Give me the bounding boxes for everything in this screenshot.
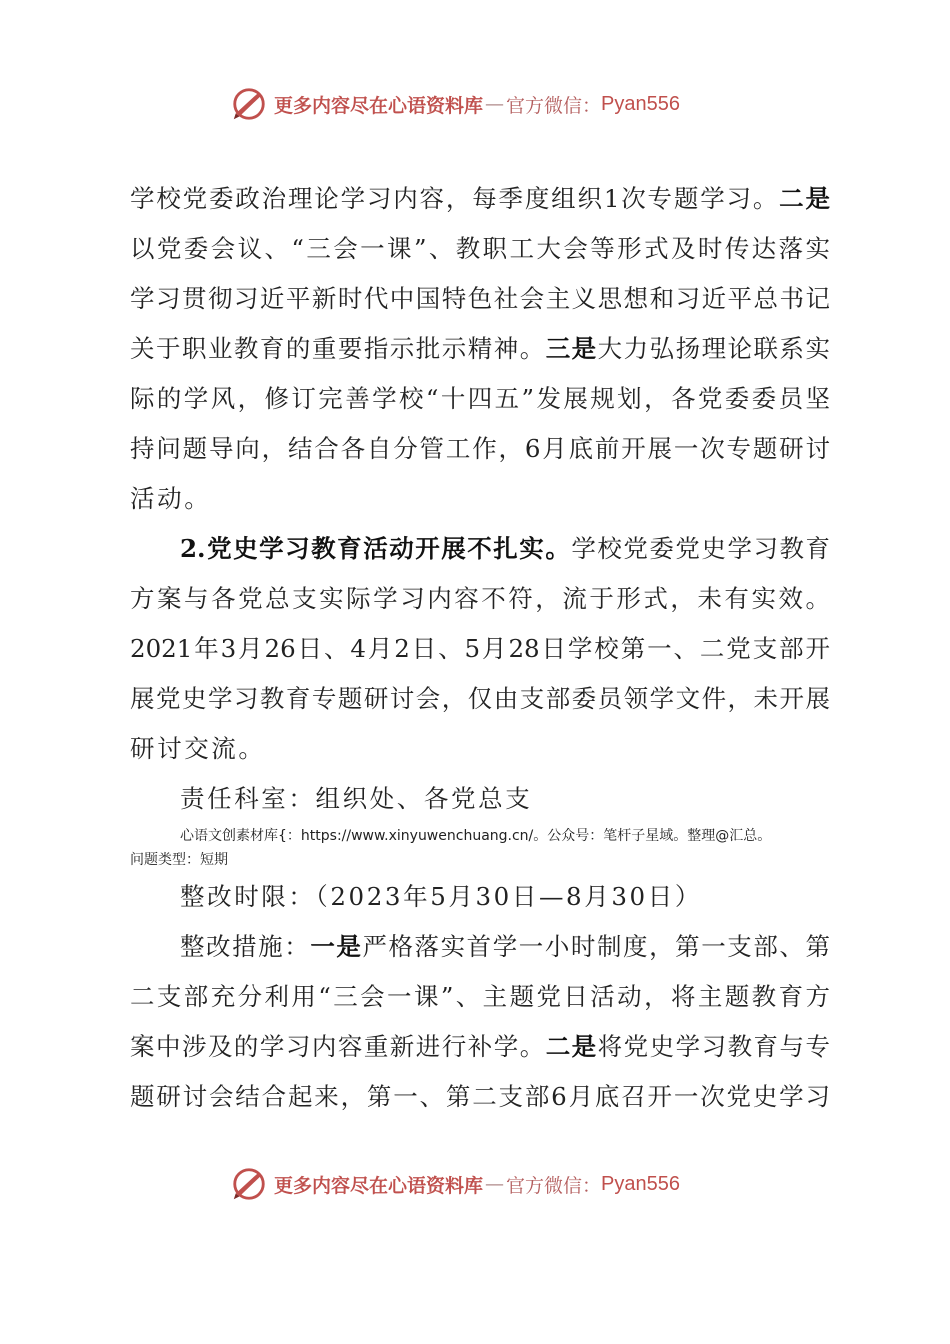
deadline: 整改时限：（2023年5月30日—8月30日） [180, 882, 702, 911]
document-body [130, 174, 830, 1122]
problem-type: 问题类型：短期 [130, 852, 228, 868]
source-note: 心语文创素材库{：https://www.xinyuwenchuang.cn/。公众号：笔杆子星域。整理@汇总。 [180, 828, 772, 844]
paragraph-line: 二支部充分利用“三会一课”、主题党日活动，将主题教育方 [130, 982, 830, 1011]
paragraph-line: 研讨交流。 [130, 734, 266, 763]
banner-wechat-id: Pyan556 [601, 1172, 680, 1195]
banner-wechat-label: 官方微信： [506, 94, 602, 117]
header-banner [230, 84, 680, 124]
banner-wechat-id: Pyan556 [601, 92, 680, 115]
footer-banner [230, 1164, 680, 1204]
banner-title: 更多内容尽在心语资料库 [274, 94, 484, 117]
paragraph-line: 题研讨会结合起来，第一、第二支部6月底召开一次党史学习 [130, 1082, 830, 1111]
paragraph-line: 学校党委政治理论学习内容，每季度组织1次专题学习。二是 [130, 184, 830, 213]
paragraph-line: 2021年3月26日、4月2日、5月28日学校第一、二党支部开 [130, 634, 830, 663]
banner-wechat-label: 官方微信： [506, 1174, 602, 1197]
pen-logo-icon [230, 1165, 268, 1203]
responsible-dept: 责任科室：组织处、各党总支 [180, 784, 533, 813]
paragraph-line: 案中涉及的学习内容重新进行补学。二是将党史学习教育与专 [130, 1032, 830, 1061]
paragraph-line: 学习贯彻习近平新时代中国特色社会主义思想和习近平总书记 [130, 284, 830, 313]
paragraph-line: 际的学风，修订完善学校“十四五”发展规划，各党委委员坚 [130, 384, 830, 413]
paragraph-line: 方案与各党总支实际学习内容不符，流于形式，未有实效。 [130, 584, 830, 613]
paragraph-line: 以党委会议、“三会一课”、教职工大会等形式及时传达落实 [130, 234, 830, 263]
banner-title: 更多内容尽在心语资料库 [274, 1174, 484, 1197]
paragraph-line: 持问题导向，结合各自分管工作，6月底前开展一次专题研讨 [130, 434, 830, 463]
section-heading-line: 2.党史学习教育活动开展不扎实。学校党委党史学习教育 [180, 534, 830, 563]
banner-dash: — [485, 93, 505, 115]
pen-logo-icon [230, 85, 268, 123]
measures-line: 整改措施：一是严格落实首学一小时制度，第一支部、第 [180, 932, 830, 961]
paragraph-line: 关于职业教育的重要指示批示精神。三是大力弘扬理论联系实 [130, 334, 830, 363]
paragraph-line: 展党史学习教育专题研讨会，仅由支部委员领学文件，未开展 [130, 684, 830, 713]
banner-dash: — [485, 1173, 505, 1195]
paragraph-line: 活动。 [130, 484, 212, 513]
